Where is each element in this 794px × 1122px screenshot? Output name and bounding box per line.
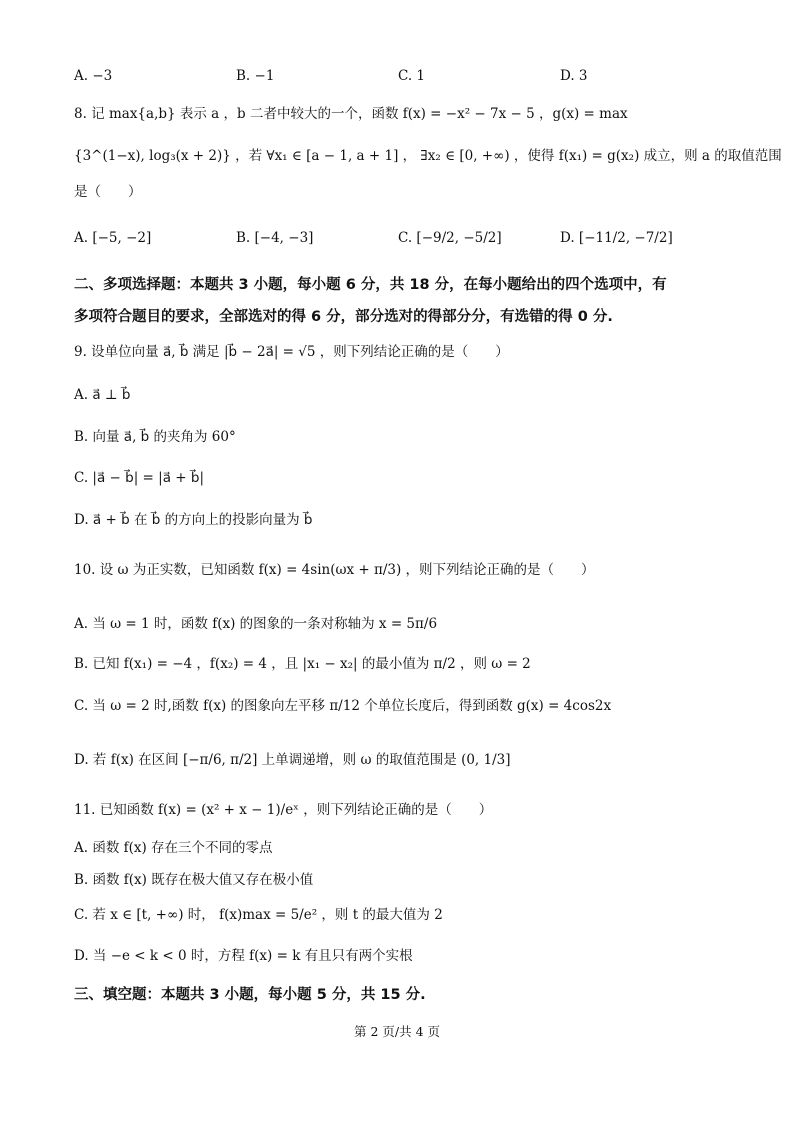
q11-option-d: D. 当 −e < k < 0 时，方程 f(x) = k 有且只有两个实根 — [74, 948, 413, 964]
q9-option-c: C. |a⃗ − b⃗| = |a⃗ + b⃗| — [74, 470, 204, 486]
q9-option-d: D. a⃗ + b⃗ 在 b⃗ 的方向上的投影向量为 b⃗ — [74, 512, 313, 528]
q8-stem-line1: 8. 记 max{a,b} 表示 a ，b 二者中较大的一个，函数 f(x) = −x² − 7x − 5 ，g(x) = max — [74, 106, 628, 122]
q11-option-a: A. 函数 f(x) 存在三个不同的零点 — [74, 840, 273, 856]
page-footer: 第 2 页/共 4 页 — [353, 1024, 440, 1039]
q9-stem: 9. 设单位向量 a⃗, b⃗ 满足 |b⃗ − 2a⃗| = √5 ，则下列结论正确的是（ ） — [74, 344, 509, 360]
q7-option-b: B. −1 — [236, 68, 275, 84]
q7-option-d: D. 3 — [560, 68, 588, 84]
q10-stem: 10. 设 ω 为正实数，已知函数 f(x) = 4sin(ωx + π/3) ，则下列结论正确的是（ ） — [74, 562, 595, 578]
section2-heading-line2: 多项符合题目的要求，全部选对的得 6 分，部分选对的得部分分，有选错的得 0 分. — [74, 309, 613, 325]
q7-option-a: A. −3 — [74, 68, 113, 84]
q9-option-a: A. a⃗ ⊥ b⃗ — [74, 387, 131, 403]
q10-option-c: C. 当 ω = 2 时,函数 f(x) 的图象向左平移 π/12 个单位长度后，得到函数 g(x) = 4cos2x — [74, 698, 612, 714]
q11-option-b: B. 函数 f(x) 既存在极大值又存在极小值 — [74, 872, 314, 888]
q9-option-b: B. 向量 a⃗, b⃗ 的夹角为 60° — [74, 429, 236, 445]
q7-option-c: C. 1 — [398, 68, 426, 84]
section3-heading: 三、填空题：本题共 3 小题，每小题 5 分，共 15 分. — [74, 987, 426, 1003]
q10-option-a: A. 当 ω = 1 时，函数 f(x) 的图象的一条对称轴为 x = 5π/6 — [74, 616, 438, 632]
q8-option-d: D. [−11/2, −7/2] — [560, 230, 673, 246]
q10-option-d: D. 若 f(x) 在区间 [−π/6, π/2] 上单调递增，则 ω 的取值范围是 (0, 1/3] — [74, 752, 511, 768]
section2-heading-line1: 二、多项选择题：本题共 3 小题，每小题 6 分，共 18 分，在每小题给出的四个选项中，有 — [74, 277, 667, 293]
q8-option-c: C. [−9/2, −5/2] — [398, 230, 502, 246]
q8-stem-line3: 是（ ） — [74, 184, 142, 200]
q8-stem-line2: {3^(1−x), log₃(x + 2)} ，若 ∀x₁ ∈ [a − 1, a + 1] ， ∃x₂ ∈ [0, +∞) ，使得 f(x₁) = g(x₂) 成立，则 a 的取值范围 — [74, 148, 782, 164]
q11-stem: 11. 已知函数 f(x) = (x² + x − 1)/eˣ ，则下列结论正确的是（ ） — [74, 802, 493, 818]
q8-option-b: B. [−4, −3] — [236, 230, 314, 246]
q8-option-a: A. [−5, −2] — [74, 230, 152, 246]
q11-option-c: C. 若 x ∈ [t, +∞) 时， f(x)max = 5/e² ，则 t 的最大值为 2 — [74, 907, 443, 923]
q10-option-b: B. 已知 f(x₁) = −4 ，f(x₂) = 4 ，且 |x₁ − x₂| 的最小值为 π/2 ，则 ω = 2 — [74, 656, 531, 672]
